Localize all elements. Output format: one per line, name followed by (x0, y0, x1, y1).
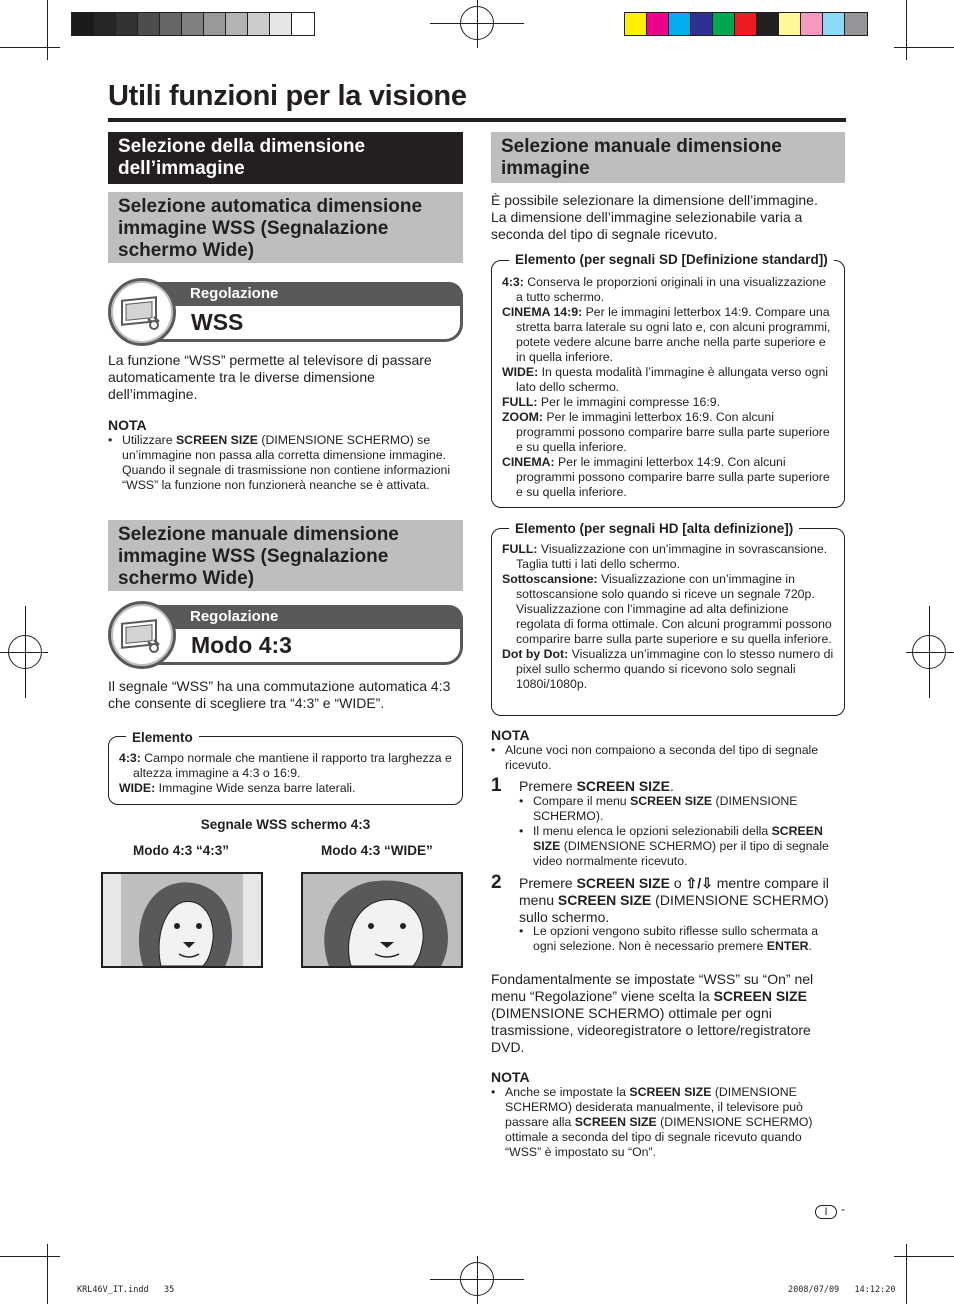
definition-item (502, 395, 836, 410)
page-marker-dash: - (841, 1202, 845, 1216)
bullet-text-bold: SCREEN SIZE (630, 794, 713, 808)
color-swatch (669, 13, 691, 35)
paragraph-text: (DIMENSIONE SCHERMO) ottimale per ogni trasmissione, videoregistratore o lettore/registratore DVD. (491, 1005, 811, 1055)
mode-a-caption: Modo 4:3 “4:3” (133, 843, 230, 858)
step-text: o (669, 875, 686, 891)
step-number: 2 (491, 872, 502, 893)
bullet-text-bold: ENTER (766, 939, 809, 953)
gray-swatch (182, 13, 204, 35)
step-text: . (669, 778, 674, 794)
footer-timestamp: 2008/07/09 14:12:20 (788, 1285, 896, 1295)
definition-item (119, 781, 454, 796)
elemento-box (108, 736, 463, 805)
definition-text: Immagine Wide senza barre laterali. (155, 781, 356, 795)
step-text: Premere (519, 778, 577, 794)
note-text: (DIMENSIONE SCHERMO) ottimale a seconda del tipo di segnale ricevuto quando “WSS” è impostato su “On”. (505, 1115, 813, 1159)
wss-description: La funzione “WSS” permette al televisore di passare automaticamente tra le diverse dimensione dell’immagine. (108, 352, 432, 402)
definition-text: Conserva le proporzioni originali in una visualizzazione a tutto schermo. (516, 275, 826, 304)
definition-term: FULL: (502, 542, 538, 556)
definition-text: Per le immagini compresse 16:9. (537, 395, 720, 409)
definition-text: Per le immagini letterbox 16:9. Con alcuni programmi possono comparire barre sulla parte superiore e su quella inferiore. (516, 410, 830, 454)
note-bullet (491, 1085, 831, 1160)
elemento-title: Elemento (126, 730, 199, 746)
note-bullet: • Alcune voci non compaiono a seconda del tipo di segnale ricevuto. (491, 743, 841, 773)
paragraph-text-bold: SCREEN SIZE (713, 988, 807, 1004)
note-text-bold: SCREEN SIZE (574, 1115, 657, 1129)
lion-image-wide (301, 872, 463, 968)
color-swatch (691, 13, 713, 35)
note-heading: NOTA (108, 417, 147, 433)
gray-swatch (270, 13, 292, 35)
definition-item (119, 751, 454, 781)
gray-swatch (72, 13, 94, 35)
definition-item (502, 305, 836, 365)
bullet-text: (DIMENSIONE SCHERMO). (533, 794, 798, 823)
definition-item (502, 542, 836, 572)
definition-text: In questa modalità l’immagine è allungata verso ogni lato dello schermo. (516, 365, 829, 394)
color-swatch (823, 13, 845, 35)
definition-item (502, 365, 836, 395)
signal-caption: Segnale WSS schermo 4:3 (200, 817, 371, 832)
wss-on-paragraph (491, 971, 831, 1056)
note-bullet (108, 433, 460, 493)
note-text: Anche se impostate la (505, 1085, 630, 1099)
color-swatch (757, 13, 779, 35)
section-header-wss-manual: Selezione manuale dimensione immagine WSS (Segnalazione schermo Wide) (108, 520, 463, 592)
hd-elements-title: Elemento (per segnali HD [alta definizione]) (509, 521, 799, 537)
bullet-text: . (808, 939, 812, 953)
definition-term: 4:3: (502, 275, 524, 289)
note-text-bold: SCREEN SIZE (175, 433, 258, 447)
gray-swatch (160, 13, 182, 35)
step-text: (DIMENSIONE SCHERMO) sullo schermo. (519, 892, 829, 925)
definition-item (502, 410, 836, 455)
gray-swatch (226, 13, 248, 35)
step2-text (519, 875, 841, 926)
definition-text: Per le immagini letterbox 14:9. Con alcuni programmi possono comparire barre sulla parte superiore e su quella inferiore. (516, 455, 830, 499)
section-header-image-size: Selezione della dimensione dell’immagine (108, 132, 463, 184)
definition-term: FULL: (502, 395, 538, 409)
definition-text: Visualizza un’immagine con lo stesso numero di pixel sullo schermo quando si ricevono solo segnali 1080i/1080p. (516, 647, 834, 691)
note-text-bold: SCREEN SIZE (629, 1085, 712, 1099)
bullet-text: Compare il menu (533, 794, 631, 808)
gray-swatch (248, 13, 270, 35)
definition-item (502, 647, 836, 692)
bullet-text: Le opzioni vengono subito riflesse sullo schermata a ogni selezione. Non è necessario premere (533, 924, 819, 953)
definition-term: Dot by Dot: (502, 647, 569, 661)
color-swatch (647, 13, 669, 35)
section-header-manual-size: Selezione manuale dimensione immagine (491, 132, 845, 184)
page-marker: I (815, 1205, 837, 1219)
note-heading: NOTA (491, 1069, 530, 1085)
definition-term: Sottoscansione: (502, 572, 598, 586)
gray-swatch (94, 13, 116, 35)
definition-text: Campo normale che mantiene il rapporto tra larghezza e altezza immagine a 4:3 o 16:9. (133, 751, 452, 780)
definition-text: Visualizzazione con un’immagine in sovrascansione. Taglia tutti i lati dello schermo. (516, 542, 828, 571)
step-text-bold: SCREEN SIZE (576, 778, 670, 794)
page-title: Utili funzioni per la visione (108, 80, 467, 112)
color-bar (624, 12, 868, 36)
menu-item: WSS (148, 306, 463, 342)
mode-b-caption: Modo 4:3 “WIDE” (321, 843, 433, 858)
color-swatch (625, 13, 647, 35)
step-text: mentre compare il menu (519, 875, 829, 908)
color-swatch (779, 13, 801, 35)
note-heading: NOTA (491, 727, 530, 743)
sd-definitions (502, 275, 836, 500)
definition-term: WIDE: (119, 781, 156, 795)
step-number: 1 (491, 775, 502, 796)
definition-item (502, 275, 836, 305)
grayscale-bar (71, 12, 315, 36)
lion-image-43 (101, 872, 263, 968)
section-header-wss-auto: Selezione automatica dimensione immagine WSS (Segnalazione schermo Wide) (108, 192, 463, 264)
definition-term: CINEMA 14:9: (502, 305, 583, 319)
bullet-text: Il menu elenca le opzioni selezionabili della (533, 824, 772, 838)
gray-swatch (204, 13, 226, 35)
paragraph-text: Fondamentalmente se impostate “WSS” su “On” nel menu “Regolazione” viene scelta la (491, 971, 814, 1004)
menu-badge-wss (108, 282, 464, 344)
step-text-bold: SCREEN SIZE (557, 892, 652, 908)
bullet-text: (DIMENSIONE SCHERMO) per il tipo di segnale video normalmente ricevuto. (533, 839, 829, 868)
hd-elements-box (491, 528, 845, 716)
color-swatch (801, 13, 823, 35)
tv-settings-icon (108, 278, 176, 346)
up-down-arrows-icon: ⇧/⇩ (685, 875, 713, 891)
definition-item (502, 572, 836, 647)
step-text: Premere (519, 875, 577, 891)
bullet-text-bold: SCREEN SIZE (533, 824, 823, 853)
step1-text (519, 778, 839, 795)
step2-bullet-1 (519, 924, 839, 954)
definition-term: 4:3: (119, 751, 141, 765)
title-rule (108, 118, 846, 122)
sd-elements-title: Elemento (per segnali SD [Definizione standard]) (509, 252, 834, 268)
note-text: (DIMENSIONE SCHERMO) se un’immagine non passa alla corretta dimensione immagine. Quando il segnale di trasmissione non contiene informazioni “WSS” la funzione non funzionerà neanche se è attivata. (122, 433, 451, 492)
color-swatch (735, 13, 757, 35)
hd-definitions (502, 542, 836, 692)
step-text-bold: SCREEN SIZE (576, 875, 670, 891)
gray-swatch (292, 13, 314, 35)
gray-swatch (116, 13, 138, 35)
manual-size-intro: È possibile selezionare la dimensione dell’immagine. La dimensione dell’immagine selezionabile varia a seconda del tipo di segnale ricevuto. (491, 192, 818, 242)
step1-bullet-1 (519, 794, 839, 824)
menu-label: Regolazione (148, 605, 463, 629)
definition-term: CINEMA: (502, 455, 555, 469)
note-text: (DIMENSIONE SCHERMO) desiderata manualmente, il televisore può passare alla (505, 1085, 803, 1129)
definition-term: WIDE: (502, 365, 539, 379)
gray-swatch (138, 13, 160, 35)
step1-bullet-2 (519, 824, 841, 869)
definition-text: Visualizzazione con un’immagine in sottoscansione solo quando si riceve un segnale 720p. Visualizzazione con l’immagine ad alta definizione regolata di forma ottimale. Con alcuni programmi possono comparire barre sulla parte superiore e su quella inferiore. (516, 572, 832, 646)
note-text: Utilizzare (122, 433, 176, 447)
color-swatch (713, 13, 735, 35)
menu-badge-mode43 (108, 605, 464, 667)
tv-settings-icon (108, 601, 176, 669)
elemento-definitions (119, 751, 454, 796)
definition-item (502, 455, 836, 500)
menu-label: Regolazione (148, 282, 463, 306)
color-swatch (845, 13, 867, 35)
mode43-description: Il segnale “WSS” ha una commutazione automatica 4:3 che consente di scegliere tra “4:3” e “WIDE”. (108, 678, 451, 711)
sd-elements-box (491, 260, 845, 508)
menu-item: Modo 4:3 (148, 629, 463, 665)
footer-file: KRL46V_IT.indd 35 (77, 1285, 175, 1295)
definition-text: Per le immagini letterbox 14:9. Compare una stretta barra laterale su ogni lato e, con alcuni programmi, potete vedere alcune barre anche nella parte superiore e in quella inferiore. (516, 305, 831, 364)
definition-term: ZOOM: (502, 410, 543, 424)
